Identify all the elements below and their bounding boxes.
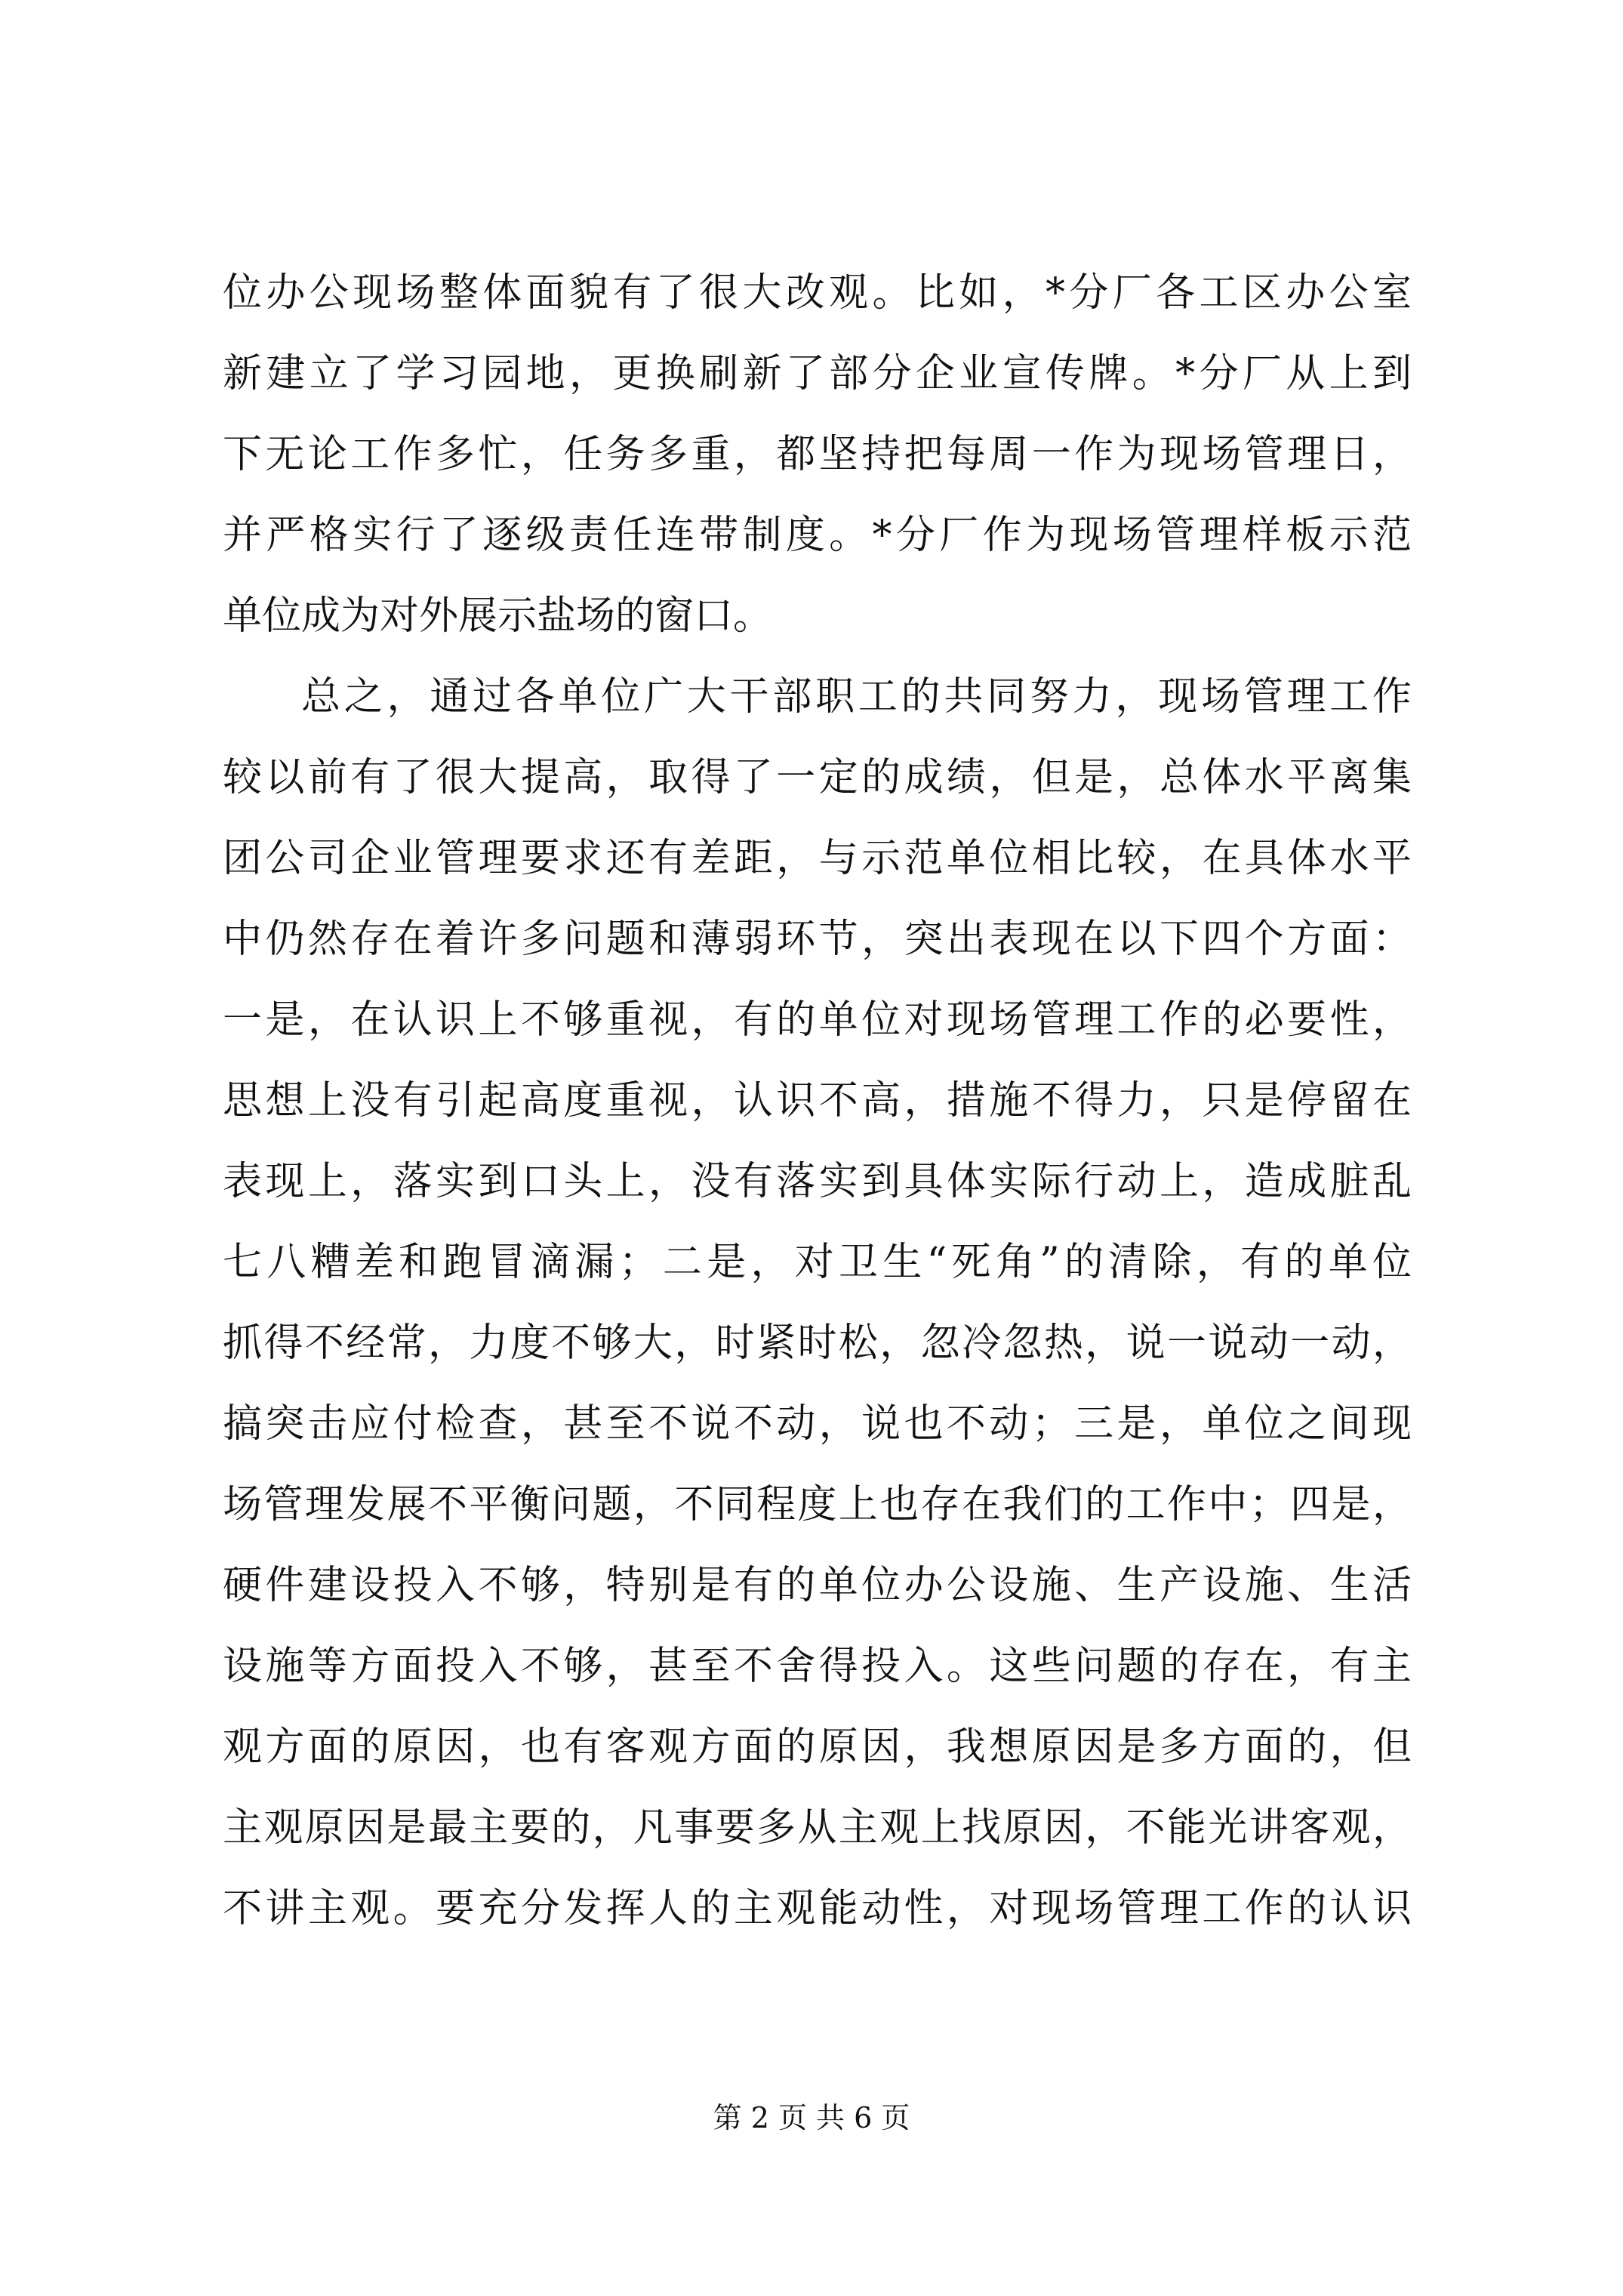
text-line: 单位成为对外展示盐场的窗口。: [223, 593, 773, 639]
text-line: 较以前有了很大提高，取得了一定的成绩，但是，总体水平离集: [223, 755, 1412, 800]
text-line: 硬件建设投入不够，特别是有的单位办公设施、生产设施、生活: [223, 1563, 1412, 1608]
text-line: 新建立了学习园地，更换刷新了部分企业宣传牌。*分厂从上到: [223, 351, 1412, 396]
text-line: 七八糟差和跑冒滴漏；二是，对卫生“死角”的清除，有的单位: [223, 1240, 1412, 1285]
text-line: 中仍然存在着许多问题和薄弱环节，突出表现在以下四个方面：: [223, 917, 1412, 962]
text-line: 并严格实行了逐级责任连带制度。*分厂作为现场管理样板示范: [223, 513, 1412, 558]
text-line: 思想上没有引起高度重视，认识不高，措施不得力，只是停留在: [223, 1078, 1412, 1123]
text-line: 抓得不经常，力度不够大，时紧时松，忽冷忽热，说一说动一动，: [223, 1321, 1412, 1366]
text-line: 不讲主观。要充分发挥人的主观能动性，对现场管理工作的认识: [223, 1886, 1412, 1931]
page-number-footer: 第 2 页 共 6 页: [713, 2101, 910, 2134]
text-line: 搞突击应付检查，甚至不说不动，说也不动；三是，单位之间现: [223, 1401, 1412, 1447]
text-line: 下无论工作多忙，任务多重，都坚持把每周一作为现场管理日，: [223, 432, 1412, 477]
paragraph-2: [223, 657, 1412, 1949]
paragraph-1: [223, 253, 1412, 657]
text-line: 设施等方面投入不够，甚至不舍得投入。这些问题的存在，有主: [223, 1644, 1412, 1689]
text-line: 一是，在认识上不够重视，有的单位对现场管理工作的必要性，: [223, 997, 1412, 1043]
text-line: 观方面的原因，也有客观方面的原因，我想原因是多方面的，但: [223, 1724, 1412, 1770]
body-text: [223, 253, 1412, 1949]
text-line: 总之，通过各单位广大干部职工的共同努力，现场管理工作: [301, 674, 1412, 720]
text-line: 主观原因是最主要的，凡事要多从主观上找原因，不能光讲客观，: [223, 1805, 1412, 1851]
text-line: 位办公现场整体面貌有了很大改观。比如，*分厂各工区办公室: [223, 270, 1412, 316]
text-line: 表现上，落实到口头上，没有落实到具体实际行动上，造成脏乱: [223, 1159, 1412, 1204]
text-line: 场管理发展不平衡问题，不同程度上也存在我们的工作中；四是，: [223, 1482, 1412, 1527]
text-line: 团公司企业管理要求还有差距，与示范单位相比较，在具体水平: [223, 836, 1412, 881]
